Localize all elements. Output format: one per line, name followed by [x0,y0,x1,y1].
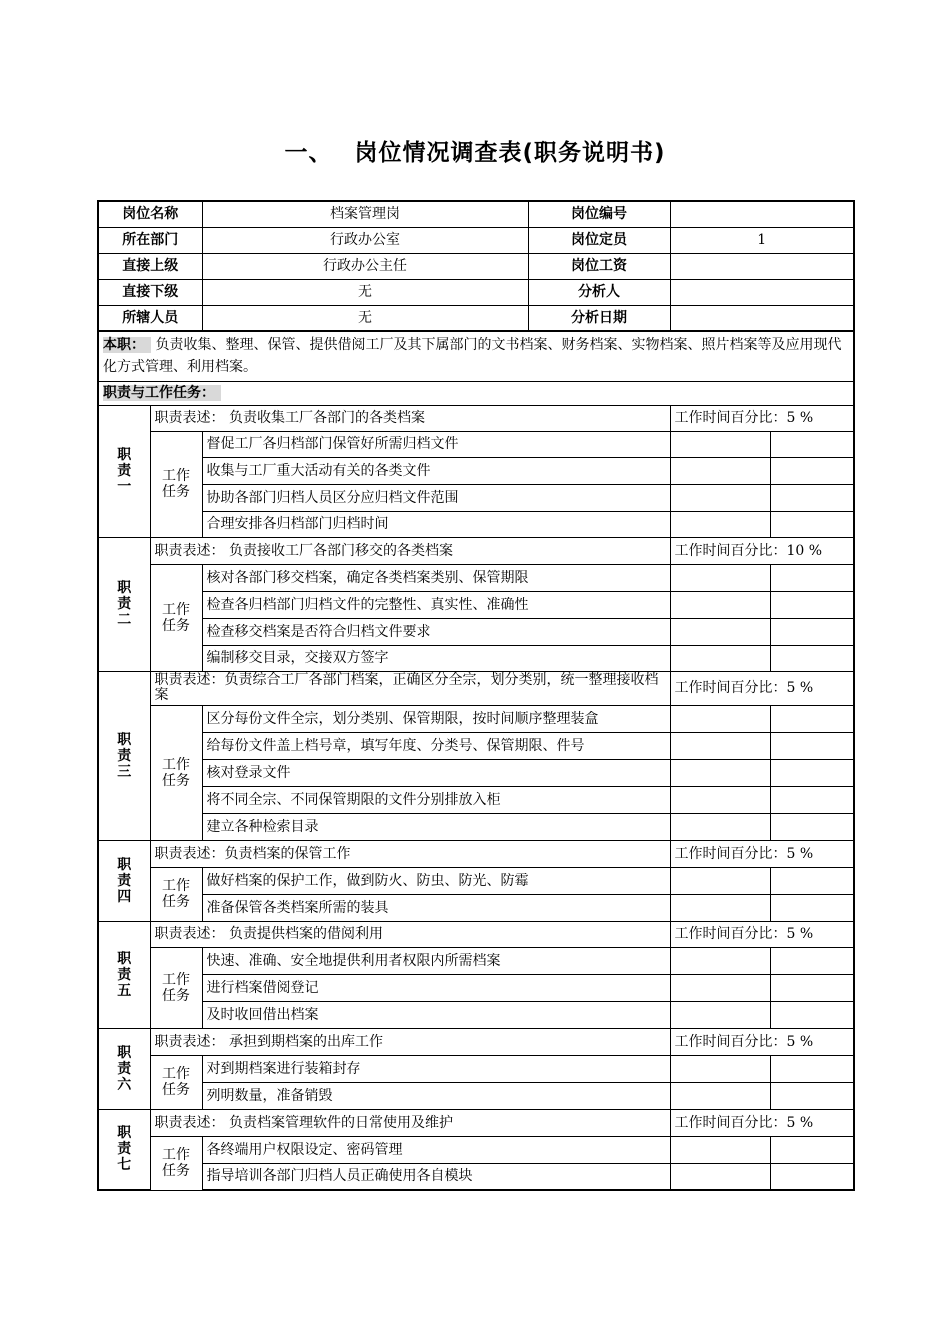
duty-time-percent: 工作时间百分比：5 % [670,1109,854,1136]
task-cell-blank [770,591,854,618]
duty-label-char: 职 [117,1044,132,1061]
duty-description: 职责表述： 负责收集工厂各部门的各类档案 [150,405,670,431]
dept-value: 行政办公室 [202,227,528,253]
task-item: 区分每份文件全宗，划分类别、保管期限，按时间顺序整理装盒 [202,705,670,732]
task-item: 及时收回借出档案 [202,1001,670,1028]
task-cell-blank [670,564,770,591]
duty-label-char: 职 [117,731,132,748]
task-item: 检查移交档案是否符合归档文件要求 [202,618,670,645]
work-task-label-line: 任务 [162,617,190,634]
task-cell-blank [670,732,770,759]
work-task-label [150,705,202,840]
duty-label-char: 五 [117,982,132,999]
task-item: 收集与工厂重大活动有关的各类文件 [202,457,670,484]
staff-value: 无 [202,305,528,331]
duty-label [98,405,150,537]
work-task-label-line: 任务 [162,987,190,1004]
task-cell-blank [770,947,854,974]
task-cell-blank [770,431,854,457]
work-task-label-line: 任务 [162,484,190,500]
title-number: 一、 [284,140,333,166]
task-cell-blank [770,1163,854,1190]
duty-time-percent: 工作时间百分比：5 % [670,1028,854,1055]
work-task-label [150,1055,202,1109]
task-cell-blank [770,894,854,921]
quota-value: 1 [670,227,854,253]
task-item: 编制移交目录，交接双方签字 [202,645,670,671]
task-cell-blank [770,645,854,671]
staff-label: 所辖人员 [98,305,202,331]
analyst-label: 分析人 [528,279,670,305]
superior-label: 直接上级 [98,253,202,279]
main-duty-label: 本职： [103,337,151,353]
task-cell-blank [770,511,854,537]
superior-value: 行政办公主任 [202,253,528,279]
task-cell-blank [770,1082,854,1109]
task-item: 督促工厂各归档部门保管好所需归档文件 [202,431,670,457]
task-cell-blank [770,705,854,732]
main-duty-text: 负责收集、整理、保管、提供借阅工厂及其下属部门的文书档案、财务档案、实物档案、照片档案等及应用现代化方式管理、利用档案。 [103,337,842,376]
dept-label: 所在部门 [98,227,202,253]
duty-label [98,921,150,1028]
duty-description: 职责表述： 负责档案管理软件的日常使用及维护 [150,1109,670,1136]
work-task-label-line: 任务 [162,772,190,789]
duty-label-char: 责 [117,596,132,612]
duty-label-char: 责 [117,872,132,889]
duty-label-char: 责 [117,747,132,764]
post-no-label: 岗位编号 [528,201,670,227]
task-cell-blank [670,1082,770,1109]
post-no-value [670,201,854,227]
task-cell-blank [670,813,770,840]
job-survey-table [97,200,855,1191]
post-name-value: 档案管理岗 [202,201,528,227]
task-cell-blank [670,1001,770,1028]
task-item: 对到期档案进行装箱封存 [202,1055,670,1082]
quota-label: 岗位定员 [528,227,670,253]
task-cell-blank [670,786,770,813]
task-cell-blank [770,1001,854,1028]
task-cell-blank [670,894,770,921]
task-cell-blank [670,645,770,671]
task-cell-blank [770,759,854,786]
subordinate-value: 无 [202,279,528,305]
subordinate-label: 直接下级 [98,279,202,305]
work-task-label-line: 工作 [162,756,190,773]
task-item: 指导培训各部门归档人员正确使用各自模块 [202,1163,670,1190]
work-task-label-line: 工作 [162,1147,190,1163]
task-cell-blank [670,431,770,457]
tasks-heading-row [98,381,854,405]
duty-label-char: 职 [117,1125,132,1142]
task-item: 检查各归档部门归档文件的完整性、真实性、准确性 [202,591,670,618]
task-cell-blank [670,618,770,645]
duty-label [98,537,150,671]
work-task-label-line: 工作 [162,468,190,484]
task-cell-blank [670,759,770,786]
task-cell-blank [770,484,854,511]
task-item: 进行档案借阅登记 [202,974,670,1001]
task-cell-blank [670,1163,770,1190]
task-item: 快速、准确、安全地提供利用者权限内所需档案 [202,947,670,974]
task-cell-blank [770,867,854,894]
duty-label-char: 责 [117,966,132,983]
task-cell-blank [670,974,770,1001]
duty-label-char: 职 [117,950,132,967]
tasks-heading: 职责与工作任务： [103,385,221,401]
work-task-label [150,1136,202,1190]
duty-label-char: 六 [117,1076,132,1093]
task-cell-blank [770,564,854,591]
duty-label [98,1028,150,1109]
task-cell-blank [670,457,770,484]
task-cell-blank [670,591,770,618]
duty-label-char: 职 [117,856,132,873]
work-task-label [150,867,202,921]
duty-description: 职责表述：负责综合工厂各部门档案，正确区分全宗，划分类别，统一整理接收档案 [150,671,670,705]
duty-label [98,840,150,921]
duty-label [98,671,150,840]
date-label: 分析日期 [528,305,670,331]
task-item: 协助各部门归档人员区分应归档文件范围 [202,484,670,511]
salary-label: 岗位工资 [528,253,670,279]
duty-time-percent: 工作时间百分比：5 % [670,840,854,867]
main-duty-row [98,331,854,381]
duty-label-char: 职 [117,580,132,596]
work-task-label-line: 任务 [162,1163,190,1179]
task-item: 将不同全宗、不同保管期限的文件分别排放入柜 [202,786,670,813]
duty-label-char: 三 [117,763,132,780]
work-task-label-line: 工作 [162,878,190,894]
task-cell-blank [770,813,854,840]
task-item: 建立各种检索目录 [202,813,670,840]
date-value [670,305,854,331]
task-item: 各终端用户权限设定、密码管理 [202,1136,670,1163]
duty-label-char: 二 [117,612,132,628]
duty-description: 职责表述： 承担到期档案的出库工作 [150,1028,670,1055]
post-name-label: 岗位名称 [98,201,202,227]
task-cell-blank [770,732,854,759]
task-cell-blank [770,618,854,645]
duty-label-char: 七 [117,1157,132,1174]
task-cell-blank [770,974,854,1001]
duty-time-percent: 工作时间百分比：5 % [670,671,854,705]
duty-label-char: 四 [117,888,132,905]
duty-description: 职责表述： 负责提供档案的借阅利用 [150,921,670,947]
work-task-label-line: 任务 [162,894,190,910]
duty-label-char: 责 [117,1060,132,1077]
work-task-label-line: 任务 [162,1082,190,1098]
task-cell-blank [670,1136,770,1163]
task-item: 准备保管各类档案所需的装具 [202,894,670,921]
task-cell-blank [770,457,854,484]
work-task-label [150,947,202,1028]
duty-time-percent: 工作时间百分比：10 % [670,537,854,564]
duty-label-char: 责 [117,1141,132,1158]
work-task-label-line: 工作 [162,1066,190,1082]
duty-time-percent: 工作时间百分比：5 % [670,921,854,947]
work-task-label [150,564,202,671]
work-task-label [150,431,202,537]
work-task-label-line: 工作 [162,601,190,618]
task-cell-blank [670,867,770,894]
task-cell-blank [670,511,770,537]
page-title [0,134,950,167]
task-item: 核对登录文件 [202,759,670,786]
task-item: 核对各部门移交档案，确定各类档案类别、保管期限 [202,564,670,591]
analyst-value [670,279,854,305]
duty-description: 职责表述： 负责接收工厂各部门移交的各类档案 [150,537,670,564]
duty-description: 职责表述：负责档案的保管工作 [150,840,670,867]
duty-label-char: 职 [117,447,132,463]
duty-label-char: 责 [117,463,132,479]
task-cell-blank [770,1136,854,1163]
duty-label [98,1109,150,1190]
duty-label-char: 一 [117,479,132,495]
task-cell-blank [770,1055,854,1082]
title-text: 岗位情况调查表(职务说明书) [354,140,666,166]
salary-value [670,253,854,279]
task-item: 列明数量，准备销毁 [202,1082,670,1109]
task-cell-blank [670,1055,770,1082]
task-item: 合理安排各归档部门归档时间 [202,511,670,537]
work-task-label-line: 工作 [162,971,190,988]
task-cell-blank [670,947,770,974]
task-cell-blank [770,786,854,813]
task-cell-blank [670,705,770,732]
task-item: 做好档案的保护工作，做到防火、防虫、防光、防霉 [202,867,670,894]
task-cell-blank [670,484,770,511]
task-item: 给每份文件盖上档号章，填写年度、分类号、保管期限、件号 [202,732,670,759]
duty-time-percent: 工作时间百分比：5 % [670,405,854,431]
